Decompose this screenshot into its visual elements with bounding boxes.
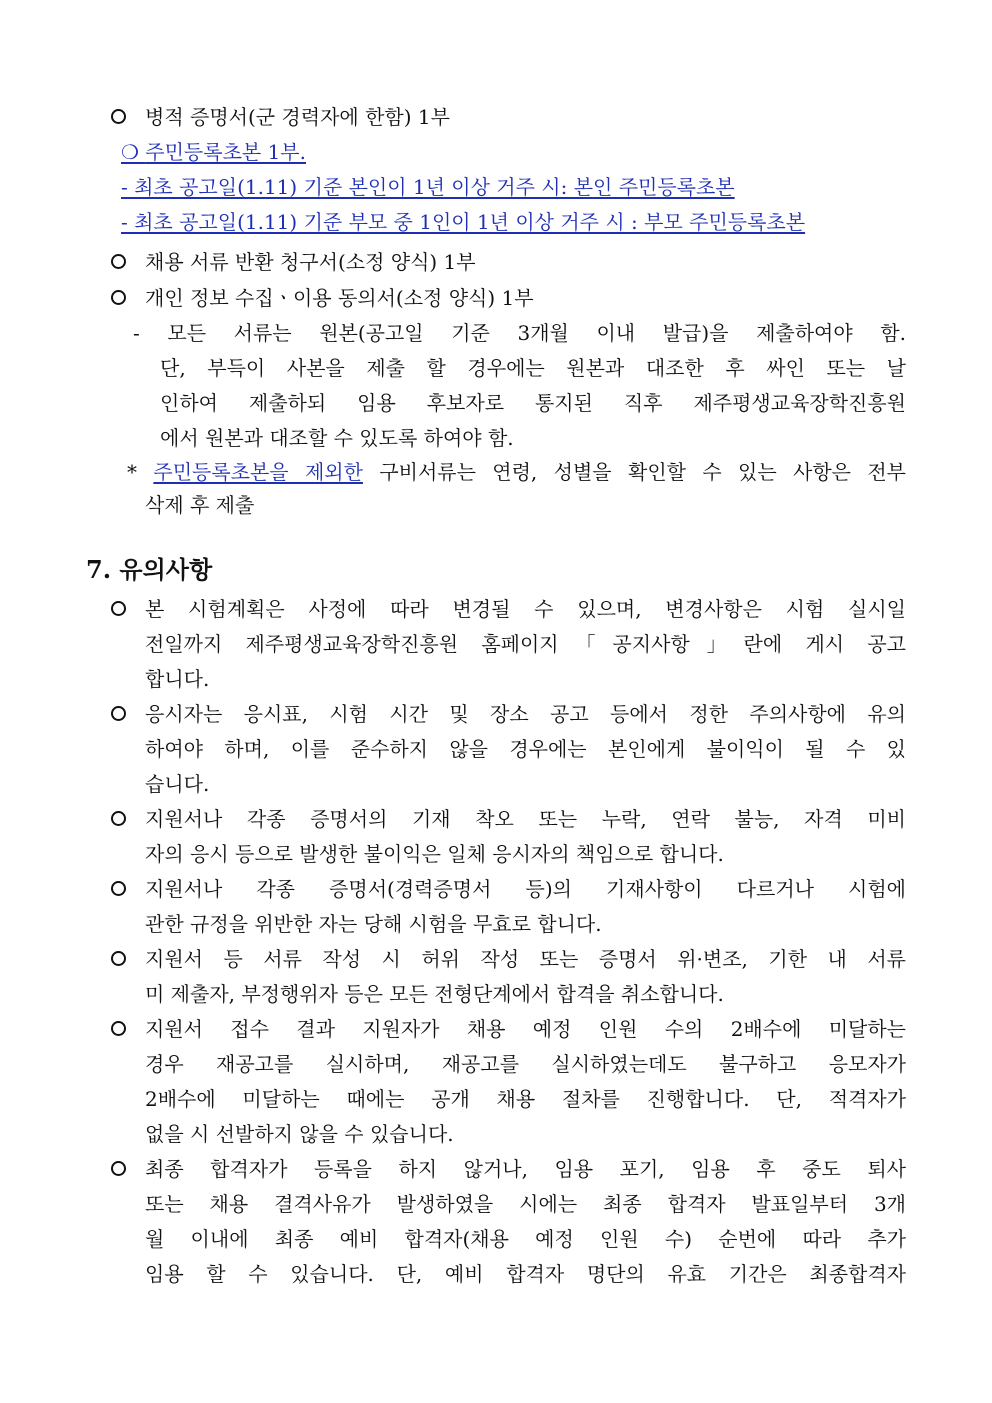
notice-line: 관한 규정을 위반한 자는 당해 시험을 무효로 합니다. <box>145 912 602 936</box>
doc-item-resident-copy <box>121 135 306 169</box>
notice-line: 최종 합격자가 등록을 하지 않거나, 임용 포기, 임용 후 중도 퇴사 <box>145 1157 906 1181</box>
notice-line: 응시자는 응시표, 시험 시간 및 장소 공고 등에서 정한 주의사항에 유의 <box>145 702 906 726</box>
notice-line: 경우 재공고를 실시하며, 재공고를 실시하였는데도 불구하고 응모자가 <box>145 1052 907 1076</box>
doc-star-note <box>127 455 906 489</box>
doc-item-military: 병적 증명서(군 경력자에 한함) 1부 <box>145 105 450 129</box>
doc-star-note-line2: 삭제 후 제출 <box>145 493 255 517</box>
bullet-icon <box>111 951 126 966</box>
notice-line: 자의 응시 등으로 발생한 불이익은 일체 응시자의 책임으로 합니다. <box>145 842 724 866</box>
notice-line: 지원서 접수 결과 지원자가 채용 예정 인원 수의 2배수에 미달하는 <box>145 1017 906 1041</box>
bullet-icon <box>111 109 126 124</box>
notice-line: 월 이내에 최종 예비 합격자(채용 예정 인원 수) 순번에 따라 추가 <box>145 1227 906 1251</box>
notice-line: 임용 할 수 있습니다. 단, 예비 합격자 명단의 유효 기간은 최종합격자 <box>145 1262 906 1286</box>
bullet-icon <box>111 290 126 305</box>
notice-line: 미 제출자, 부정행위자 등은 모든 전형단계에서 합격을 취소합니다. <box>145 982 724 1006</box>
notice-line: 지원서나 각종 증명서(경력증명서 등)의 기재사항이 다르거나 시험에 <box>145 877 906 901</box>
star-note-rest: 구비서류는 연령, 성별을 확인할 수 있는 사항은 전부 <box>362 460 907 484</box>
doc-note-line: 에서 원본과 대조할 수 있도록 하여야 함. <box>160 426 514 450</box>
star-note-link: 주민등록초본을 제외한 <box>153 460 363 484</box>
notice-line: 또는 채용 결격사유가 발생하였을 시에는 최종 합격자 발표일부터 3개 <box>145 1192 906 1216</box>
doc-item-privacy-consent: 개인 정보 수집ㆍ이용 동의서(소정 양식) 1부 <box>145 286 534 310</box>
bullet-icon <box>111 254 126 269</box>
circle-icon: ❍ <box>121 140 146 164</box>
notice-line: 없을 시 선발하지 않을 수 있습니다. <box>145 1122 454 1146</box>
doc-item-resident-copy-label: 주민등록초본 1부. <box>145 140 306 164</box>
notice-line: 습니다. <box>145 772 210 796</box>
doc-subitem-self: - 최초 공고일(1.11) 기준 본인이 1년 이상 거주 시: 본인 주민등록초본 <box>121 175 735 199</box>
notice-line: 합니다. <box>145 667 210 691</box>
notice-line: 전일까지 제주평생교육장학진흥원 홈페이지「공지사항」란에 게시 공고 <box>145 632 906 656</box>
bullet-icon <box>111 881 126 896</box>
bullet-icon <box>111 811 126 826</box>
bullet-icon <box>111 1161 126 1176</box>
bullet-icon <box>111 1021 126 1036</box>
doc-note-line: 단, 부득이 사본을 제출 할 경우에는 원본과 대조한 후 싸인 또는 날 <box>160 356 906 380</box>
bullet-icon <box>111 601 126 616</box>
notice-line: 2배수에 미달하는 때에는 공개 채용 절차를 진행합니다. 단, 적격자가 <box>145 1087 906 1111</box>
star-prefix: * <box>127 460 154 484</box>
bullet-icon <box>111 706 126 721</box>
notice-line: 지원서 등 서류 작성 시 허위 작성 또는 증명서 위·변조, 기한 내 서류 <box>145 947 906 971</box>
doc-subitem-parent: - 최초 공고일(1.11) 기준 부모 중 1인이 1년 이상 거주 시 : 부모 주민등록초본 <box>121 210 806 234</box>
doc-note-line: - 모든 서류는 원본(공고일 기준 3개월 이내 발급)을 제출하여야 함. <box>133 321 906 345</box>
notice-line: 하여야 하며, 이를 준수하지 않을 경우에는 본인에게 불이익이 될 수 있 <box>145 737 906 761</box>
doc-item-return-request: 채용 서류 반환 청구서(소정 양식) 1부 <box>145 250 476 274</box>
notice-line: 지원서나 각종 증명서의 기재 착오 또는 누락, 연락 불능, 자격 미비 <box>145 807 906 831</box>
section-title: 7. 유의사항 <box>86 555 213 584</box>
doc-note-line: 인하여 제출하되 임용 후보자로 통지된 직후 제주평생교육장학진흥원 <box>160 391 906 415</box>
notice-line: 본 시험계획은 사정에 따라 변경될 수 있으며, 변경사항은 시험 실시일 <box>145 597 906 621</box>
